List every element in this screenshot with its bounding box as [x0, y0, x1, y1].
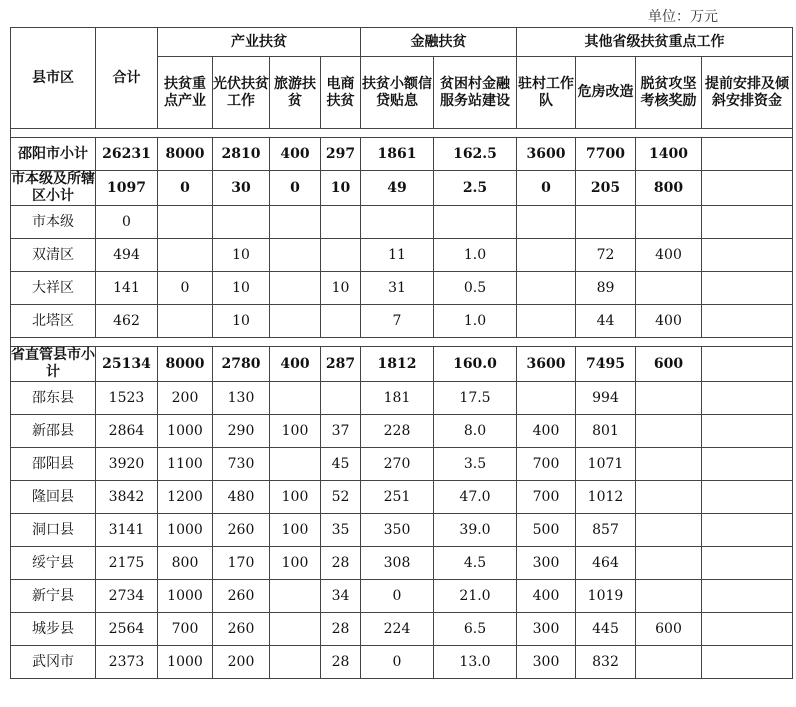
table-header	[11, 28, 793, 129]
table-row	[11, 547, 793, 580]
table-cell: 39.0	[434, 514, 517, 547]
table-cell	[270, 580, 321, 613]
table-cell: 600	[636, 347, 702, 382]
row-total: 1097	[96, 171, 158, 206]
table-row	[11, 239, 793, 272]
table-cell: 6.5	[434, 613, 517, 646]
table-cell: 800	[158, 547, 213, 580]
table-cell: 100	[270, 415, 321, 448]
table-cell: 3600	[517, 138, 576, 171]
table-cell: 857	[576, 514, 636, 547]
table-cell	[270, 448, 321, 481]
table-row	[11, 415, 793, 448]
table-cell: 700	[517, 448, 576, 481]
table-cell: 3.5	[434, 448, 517, 481]
header-sub: 驻村工作队	[517, 57, 576, 129]
section-gap-cell	[11, 338, 793, 347]
table-cell: 801	[576, 415, 636, 448]
table-cell: 224	[361, 613, 434, 646]
table-cell: 464	[576, 547, 636, 580]
table-cell: 181	[361, 382, 434, 415]
table-cell: 0.5	[434, 272, 517, 305]
table-cell	[517, 272, 576, 305]
header-sub: 贫困村金融服务站建设	[434, 57, 517, 129]
row-label: 隆回县	[11, 481, 96, 514]
subtotal-row	[11, 347, 793, 382]
table-cell	[636, 415, 702, 448]
row-label: 双清区	[11, 239, 96, 272]
table-cell: 400	[636, 305, 702, 338]
table-cell	[213, 206, 270, 239]
row-total: 2175	[96, 547, 158, 580]
table-cell	[361, 206, 434, 239]
table-cell	[636, 481, 702, 514]
table-cell: 7700	[576, 138, 636, 171]
table-cell	[702, 547, 793, 580]
row-total: 2373	[96, 646, 158, 679]
table-cell: 21.0	[434, 580, 517, 613]
table-cell: 35	[321, 514, 361, 547]
table-cell: 37	[321, 415, 361, 448]
table-cell	[517, 382, 576, 415]
row-label: 绥宁县	[11, 547, 96, 580]
table-cell: 1100	[158, 448, 213, 481]
table-cell: 200	[213, 646, 270, 679]
table-cell: 297	[321, 138, 361, 171]
table-cell: 400	[517, 580, 576, 613]
table-cell	[636, 448, 702, 481]
table-cell: 1400	[636, 138, 702, 171]
table-cell: 1861	[361, 138, 434, 171]
table-cell: 1000	[158, 514, 213, 547]
table-cell	[321, 239, 361, 272]
header-group-finance: 金融扶贫	[361, 28, 517, 57]
subtotal-row	[11, 171, 793, 206]
row-total: 3141	[96, 514, 158, 547]
header-group-other: 其他省级扶贫重点工作	[517, 28, 793, 57]
table-cell	[636, 206, 702, 239]
row-total: 141	[96, 272, 158, 305]
table-cell	[270, 272, 321, 305]
table-cell: 31	[361, 272, 434, 305]
table-cell	[702, 239, 793, 272]
table-cell: 28	[321, 613, 361, 646]
allocation-table	[10, 27, 793, 679]
row-total: 2564	[96, 613, 158, 646]
table-row	[11, 514, 793, 547]
table-cell	[702, 514, 793, 547]
table-cell: 30	[213, 171, 270, 206]
table-cell	[270, 382, 321, 415]
table-cell: 200	[158, 382, 213, 415]
row-total: 3920	[96, 448, 158, 481]
table-cell: 0	[270, 171, 321, 206]
table-cell: 52	[321, 481, 361, 514]
table-cell	[636, 272, 702, 305]
table-cell: 0	[517, 171, 576, 206]
table-cell: 290	[213, 415, 270, 448]
table-cell: 28	[321, 646, 361, 679]
table-cell: 1.0	[434, 239, 517, 272]
table-cell: 260	[213, 514, 270, 547]
table-cell: 600	[636, 613, 702, 646]
table-cell: 400	[270, 138, 321, 171]
header-sub: 电商扶贫	[321, 57, 361, 129]
row-total: 1523	[96, 382, 158, 415]
table-cell: 7495	[576, 347, 636, 382]
row-label: 市本级及所辖区小计	[11, 171, 95, 204]
header-sub: 提前安排及倾斜安排资金	[702, 57, 793, 129]
table-cell: 300	[517, 646, 576, 679]
table-cell: 130	[213, 382, 270, 415]
table-cell: 700	[517, 481, 576, 514]
table-cell	[702, 347, 793, 382]
table-cell: 34	[321, 580, 361, 613]
table-cell	[702, 305, 793, 338]
header-sub: 危房改造	[576, 57, 636, 129]
table-cell	[702, 138, 793, 171]
table-cell: 1812	[361, 347, 434, 382]
header-sub: 旅游扶贫	[270, 57, 321, 129]
table-cell	[270, 305, 321, 338]
table-row	[11, 272, 793, 305]
table-cell: 400	[270, 347, 321, 382]
table-cell	[636, 514, 702, 547]
table-cell: 1019	[576, 580, 636, 613]
table-row	[11, 448, 793, 481]
table-cell: 17.5	[434, 382, 517, 415]
table-cell	[702, 580, 793, 613]
unit-label: 单位：万元	[648, 9, 718, 25]
row-label: 武冈市	[11, 646, 96, 679]
table-cell: 300	[517, 547, 576, 580]
table-cell	[434, 206, 517, 239]
table-cell: 7	[361, 305, 434, 338]
header-total: 合计	[96, 28, 158, 129]
table-row	[11, 382, 793, 415]
row-total: 2734	[96, 580, 158, 613]
table-cell: 0	[158, 272, 213, 305]
table-cell	[702, 272, 793, 305]
table-cell	[158, 239, 213, 272]
table-cell: 44	[576, 305, 636, 338]
table-cell: 260	[213, 580, 270, 613]
table-cell	[636, 580, 702, 613]
row-total: 3842	[96, 481, 158, 514]
table-cell: 10	[213, 239, 270, 272]
row-label: 洞口县	[11, 514, 96, 547]
table-cell: 300	[517, 613, 576, 646]
table-cell: 160.0	[434, 347, 517, 382]
row-total: 25134	[96, 347, 158, 382]
table-cell	[158, 305, 213, 338]
table-cell	[702, 171, 793, 206]
table-cell	[636, 382, 702, 415]
table-cell: 400	[636, 239, 702, 272]
table-cell	[270, 239, 321, 272]
table-cell: 100	[270, 547, 321, 580]
table-cell: 730	[213, 448, 270, 481]
table-cell: 800	[636, 171, 702, 206]
table-cell: 8000	[158, 138, 213, 171]
table-cell: 13.0	[434, 646, 517, 679]
table-cell: 1012	[576, 481, 636, 514]
table-cell: 445	[576, 613, 636, 646]
table-cell: 162.5	[434, 138, 517, 171]
table-cell	[702, 415, 793, 448]
header-sub: 脱贫攻坚考核奖励	[636, 57, 702, 129]
table-cell	[702, 481, 793, 514]
table-cell	[517, 206, 576, 239]
table-cell: 700	[158, 613, 213, 646]
table-cell: 480	[213, 481, 270, 514]
table-cell	[702, 448, 793, 481]
table-cell: 228	[361, 415, 434, 448]
table-cell	[321, 305, 361, 338]
table-cell	[702, 646, 793, 679]
table-cell: 47.0	[434, 481, 517, 514]
table-cell: 1000	[158, 580, 213, 613]
table-cell: 100	[270, 481, 321, 514]
table-cell: 8000	[158, 347, 213, 382]
table-cell	[702, 206, 793, 239]
table-cell: 1.0	[434, 305, 517, 338]
table-cell	[321, 206, 361, 239]
table-cell	[321, 382, 361, 415]
table-cell: 10	[321, 272, 361, 305]
table-cell: 350	[361, 514, 434, 547]
table-cell	[158, 206, 213, 239]
table-cell: 260	[213, 613, 270, 646]
row-total: 2864	[96, 415, 158, 448]
table-row	[11, 646, 793, 679]
table-cell	[636, 646, 702, 679]
table-cell	[576, 206, 636, 239]
table-cell	[702, 382, 793, 415]
row-label: 邵阳县	[11, 448, 96, 481]
table-cell: 1200	[158, 481, 213, 514]
table-cell: 2810	[213, 138, 270, 171]
table-cell: 45	[321, 448, 361, 481]
table-cell: 89	[576, 272, 636, 305]
table-cell	[270, 646, 321, 679]
table-cell: 270	[361, 448, 434, 481]
header-sub: 光伏扶贫工作	[213, 57, 270, 129]
table-cell	[270, 613, 321, 646]
row-label: 邵阳市小计	[11, 138, 96, 171]
header-sub: 扶贫重点产业	[158, 57, 213, 129]
row-label: 大祥区	[11, 272, 96, 305]
table-cell	[517, 305, 576, 338]
table-cell: 1000	[158, 415, 213, 448]
table-cell: 2780	[213, 347, 270, 382]
table-cell	[517, 239, 576, 272]
table-cell	[636, 547, 702, 580]
table-cell: 72	[576, 239, 636, 272]
table-body	[11, 129, 793, 679]
table-row	[11, 305, 793, 338]
row-total: 462	[96, 305, 158, 338]
table-cell: 10	[213, 272, 270, 305]
table-cell: 994	[576, 382, 636, 415]
table-cell: 28	[321, 547, 361, 580]
section-gap	[11, 129, 793, 138]
table-cell: 251	[361, 481, 434, 514]
table-cell: 3600	[517, 347, 576, 382]
row-total: 26231	[96, 138, 158, 171]
table-cell: 400	[517, 415, 576, 448]
row-total: 494	[96, 239, 158, 272]
table-cell: 0	[158, 171, 213, 206]
table-row	[11, 613, 793, 646]
row-label: 新邵县	[11, 415, 96, 448]
table-cell	[702, 613, 793, 646]
table-cell: 4.5	[434, 547, 517, 580]
row-label: 北塔区	[11, 305, 96, 338]
section-gap	[11, 338, 793, 347]
header-group-industry: 产业扶贫	[158, 28, 361, 57]
table-row	[11, 580, 793, 613]
table-cell: 49	[361, 171, 434, 206]
table-cell: 10	[213, 305, 270, 338]
table-cell: 205	[576, 171, 636, 206]
row-total: 0	[96, 206, 158, 239]
table-cell: 100	[270, 514, 321, 547]
table-row	[11, 481, 793, 514]
row-label: 市本级	[11, 206, 96, 239]
table-cell: 11	[361, 239, 434, 272]
section-gap-cell	[11, 129, 793, 138]
table-cell: 0	[361, 646, 434, 679]
subtotal-row	[11, 138, 793, 171]
header-county: 县市区	[11, 28, 96, 129]
table-cell: 170	[213, 547, 270, 580]
row-label: 省直管县市小计	[11, 347, 95, 380]
table-cell: 8.0	[434, 415, 517, 448]
row-label: 城步县	[11, 613, 96, 646]
table-row	[11, 206, 793, 239]
table-cell	[270, 206, 321, 239]
row-label: 邵东县	[11, 382, 96, 415]
header-sub: 扶贫小额信贷贴息	[361, 57, 434, 129]
table-cell: 10	[321, 171, 361, 206]
table-cell: 500	[517, 514, 576, 547]
table-cell: 2.5	[434, 171, 517, 206]
table-cell: 1071	[576, 448, 636, 481]
table-cell: 832	[576, 646, 636, 679]
row-label: 新宁县	[11, 580, 96, 613]
table-cell: 287	[321, 347, 361, 382]
table-cell: 0	[361, 580, 434, 613]
table-cell: 308	[361, 547, 434, 580]
table-cell: 1000	[158, 646, 213, 679]
